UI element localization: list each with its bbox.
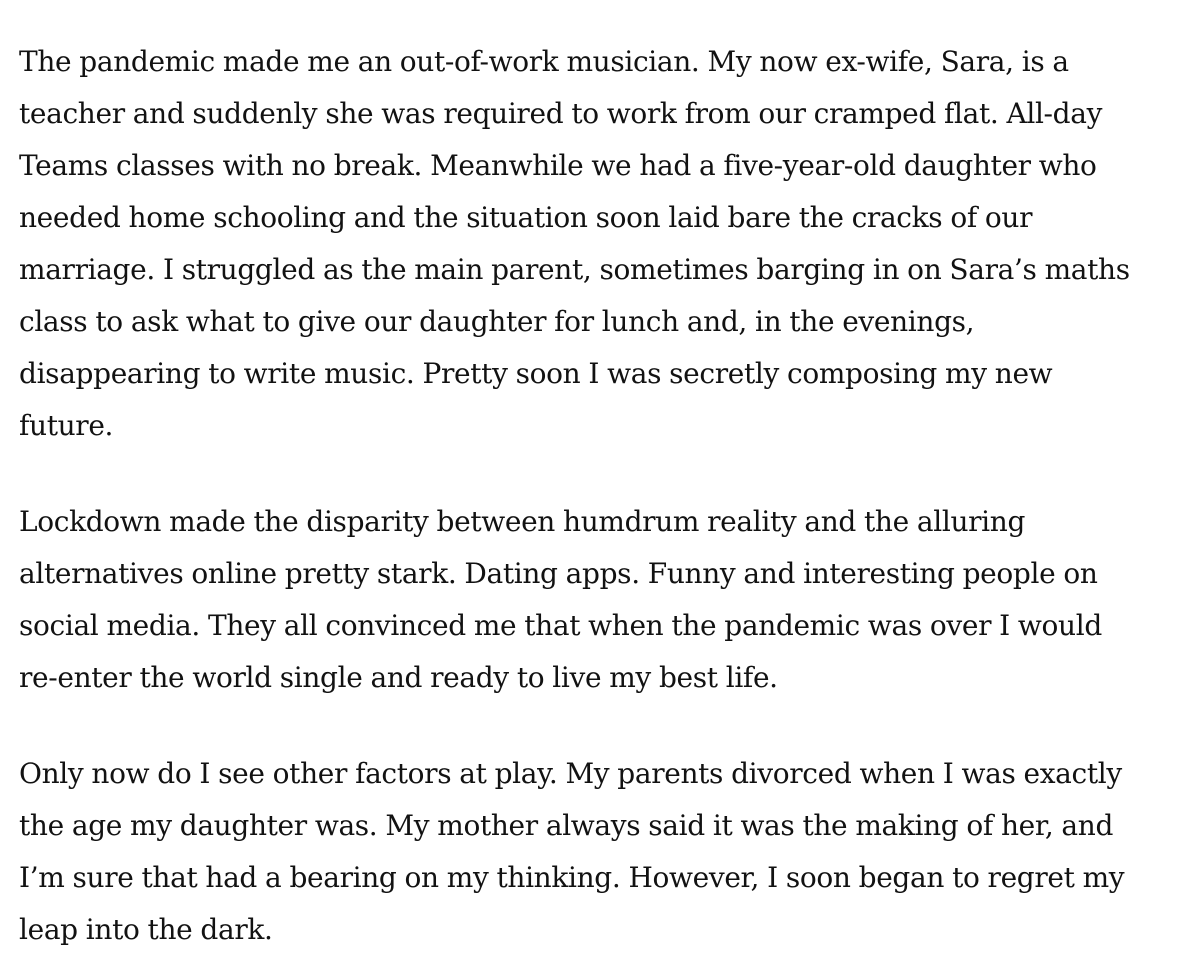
- text-line: social media. They all convinced me that when the pandemic was over I would: [19, 609, 1102, 642]
- text-line: future.: [19, 409, 114, 442]
- paragraph-3: [19, 748, 1181, 956]
- paragraph-1: [19, 36, 1181, 452]
- text-line: class to ask what to give our daughter for lunch and, in the evenings,: [19, 305, 975, 338]
- text-line: alternatives online pretty stark. Dating apps. Funny and interesting people on: [19, 557, 1098, 590]
- text-line: teacher and suddenly she was required to work from our cramped flat. All-day: [19, 97, 1103, 130]
- text-line: I’m sure that had a bearing on my thinking. However, I soon began to regret my: [19, 861, 1125, 894]
- paragraph-2: [19, 496, 1181, 704]
- text-line: Only now do I see other factors at play. My parents divorced when I was exactly: [19, 757, 1122, 790]
- text-line: re-enter the world single and ready to live my best life.: [19, 661, 778, 694]
- text-line: The pandemic made me an out-of-work musician. My now ex-wife, Sara, is a: [19, 45, 1069, 78]
- text-line: disappearing to write music. Pretty soon I was secretly composing my new: [19, 357, 1053, 390]
- text-line: Teams classes with no break. Meanwhile we had a five-year-old daughter who: [19, 149, 1097, 182]
- text-line: marriage. I struggled as the main parent, sometimes barging in on Sara’s maths: [19, 253, 1130, 286]
- text-line: needed home schooling and the situation soon laid bare the cracks of our: [19, 201, 1033, 234]
- text-line: leap into the dark.: [19, 913, 273, 946]
- text-line: the age my daughter was. My mother always said it was the making of her, and: [19, 809, 1114, 842]
- text-line: Lockdown made the disparity between humdrum reality and the alluring: [19, 505, 1026, 538]
